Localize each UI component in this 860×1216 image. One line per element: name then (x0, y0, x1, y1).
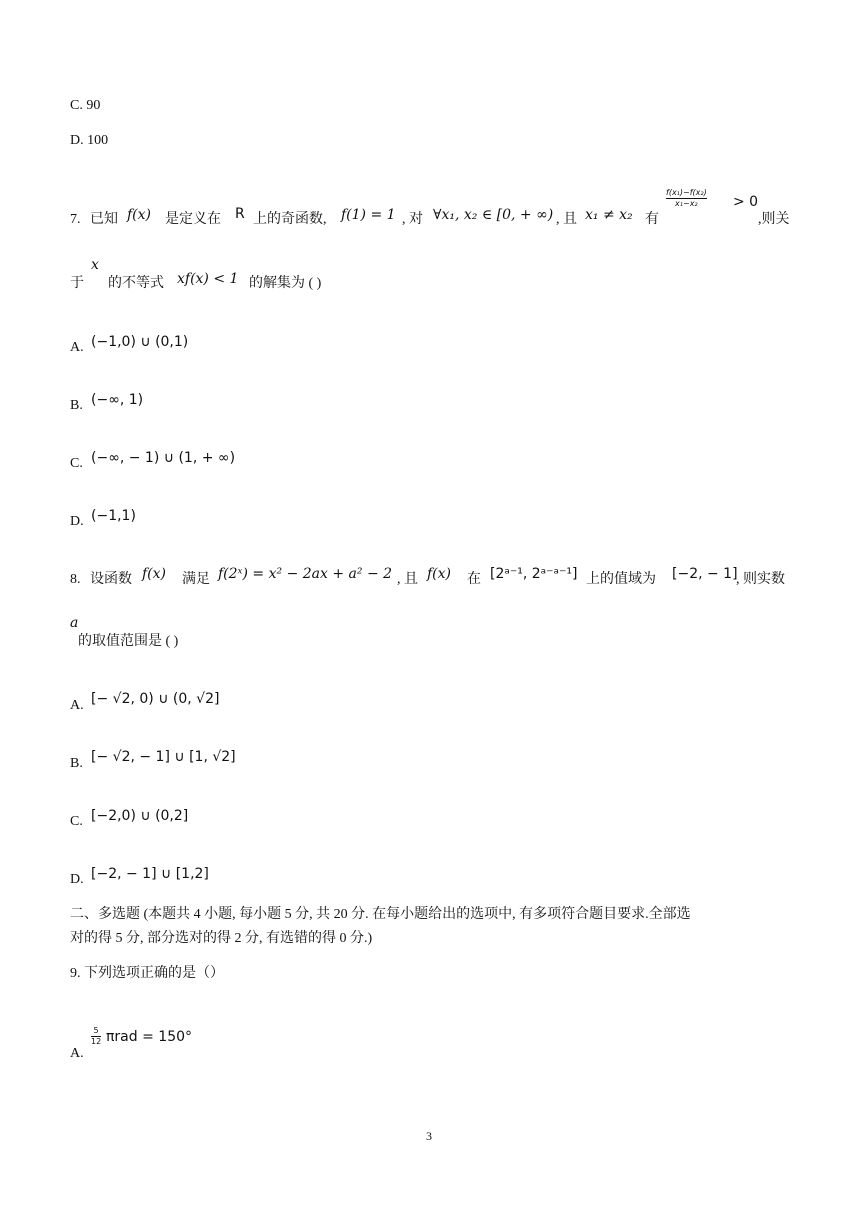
q7-fraction-relation: > 0 (733, 194, 759, 210)
q7-option-d-math: (−1,1) (91, 508, 136, 524)
q6-option-c: C. 90 (70, 98, 101, 113)
q8-option-d-math: [−2, − 1] ∪ [1,2] (91, 866, 209, 882)
q7-fraction (666, 189, 707, 208)
section-2-heading-line-1: 二、多选题 (本题共 4 小题, 每小题 5 分, 共 20 分. 在每小题给出的选项中, 有多项符合题目要求.全部选 (70, 907, 691, 922)
q8-text-1: 设函数 (90, 572, 132, 587)
q7-fraction-denominator: x₁−x₂ (675, 199, 698, 208)
q7-text-3: 上的奇函数, (253, 212, 327, 227)
q8-math-equation: f(2ˣ) = x² − 2ax + a² − 2 (218, 566, 393, 582)
q8-text-2: 满足 (182, 572, 210, 587)
q7-option-b-math: (−∞, 1) (91, 392, 144, 408)
q7-option-a-math: (−1,0) ∪ (0,1) (91, 334, 189, 350)
q7-text-9: 的不等式 (108, 276, 164, 291)
section-2-heading-line-2: 对的得 5 分, 部分选对的得 2 分, 有选错的得 0 分.) (70, 931, 373, 946)
q7-text-1: 已知 (90, 212, 118, 227)
q9-option-a-math: πrad = 150° (106, 1029, 193, 1045)
q7-option-c-math: (−∞, − 1) ∪ (1, + ∞) (91, 450, 236, 466)
q8-option-b-label: B. (70, 756, 83, 771)
q8-option-c-label: C. (70, 814, 83, 829)
q7-math-neq: x₁ ≠ x₂ (585, 207, 633, 223)
q8-option-a-label: A. (70, 698, 84, 713)
q7-text-2: 是定义在 (165, 212, 221, 227)
q7-math-f1: f(1) = 1 (341, 207, 396, 223)
q8-text-5: 上的值域为 (586, 572, 656, 587)
q6-option-d: D. 100 (70, 133, 109, 148)
q8-math-fx: f(x) (142, 566, 167, 582)
q7-number: 7. (70, 212, 81, 227)
page-number: 3 (426, 1129, 432, 1143)
q8-number: 8. (70, 572, 81, 587)
q8-math-range: [−2, − 1] (672, 566, 738, 582)
q9-option-a-fraction (91, 1027, 101, 1046)
q8-option-c-math: [−2,0) ∪ (0,2] (91, 808, 189, 824)
q7-fraction-numerator: f(x₁)−f(x₂) (666, 188, 707, 197)
q7-math-fx: f(x) (127, 207, 152, 223)
q8-option-b-math: [− √2, − 1] ∪ [1, √2] (91, 749, 236, 765)
q8-math-a: a (70, 615, 79, 631)
q7-math-x: x (91, 257, 99, 273)
q9-stem: 9. 下列选项正确的是（） (70, 966, 224, 981)
q8-text-3: , 且 (397, 572, 418, 587)
q9-fraction-denominator: 12 (91, 1037, 102, 1046)
q8-text-7: 的取值范围是 ( ) (78, 634, 179, 649)
q7-text-4: , 对 (402, 212, 423, 227)
q8-text-4: 在 (467, 572, 481, 587)
q8-text-6: , 则实数 (736, 572, 785, 587)
q8-option-a-math: [− √2, 0) ∪ (0, √2] (91, 691, 220, 707)
q7-option-d-label: D. (70, 514, 84, 529)
q7-text-10: 的解集为 ( ) (249, 276, 322, 291)
q8-math-fx-2: f(x) (427, 566, 452, 582)
q7-option-a-label: A. (70, 340, 84, 355)
q7-math-forall: ∀x₁, x₂ ∈ [0, + ∞) (433, 207, 554, 223)
q8-option-d-label: D. (70, 872, 84, 887)
q7-option-b-label: B. (70, 398, 83, 413)
q7-text-5: , 且 (556, 212, 577, 227)
q7-math-R: R (235, 206, 245, 222)
q7-text-8: 于 (70, 276, 84, 291)
q7-math-inequality: xf(x) < 1 (177, 271, 239, 287)
q9-option-a-label: A. (70, 1046, 84, 1061)
q8-math-interval: [2ᵃ⁻¹, 2ᵃ⁻ᵃ⁻¹] (490, 566, 578, 582)
q7-text-6: 有 (645, 212, 659, 227)
q7-text-7: ,则关 (758, 212, 790, 227)
q7-option-c-label: C. (70, 456, 83, 471)
q9-fraction-numerator: 5 (93, 1026, 99, 1035)
